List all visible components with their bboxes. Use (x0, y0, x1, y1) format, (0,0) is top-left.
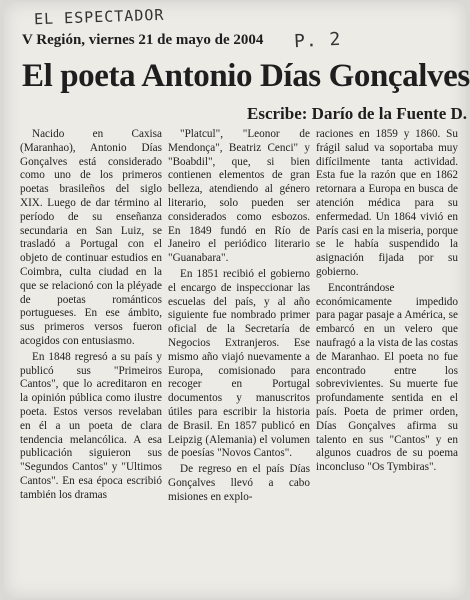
paragraph: De regreso en el país Días Gonçalves llevó a cabo misiones en explo- (168, 463, 310, 503)
paragraph: Nacido en Caxisa (Maranhao), Antonio Días Gonçalves está considerado como uno de los primeros poetas brasileños del siglo XIX. Luego de dar término al período de su enseñanza secundaria en San Luiz, se trasladó a Portugal con el objeto de continuar estudios en Coimbra, culta ciudad en la que se relacionó con la pléyade de poetas románticos portugueses. En ese ámbito, sus primeros versos fueron acogidos con entusiasmo. (20, 128, 162, 347)
dateline: V Región, viernes 21 de mayo de 2004 (22, 32, 264, 48)
paragraph: raciones en 1859 y 1860. Su frágil salud va soportaba muy difícilmente tanta actividad. Esta fue la razón que en 1862 retornara a Europa en busca de atención médica para su enfermedad. Un 1864 vivió en París casi en la miseria, porque se le había suspendido la asignación fijada por su gobierno. (316, 128, 458, 278)
paragraph: En 1851 recibió el gobierno el encargo de inspeccionar las escuelas del país, y al año siguiente fue nombrado primer oficial de la Secretaría de Negocios Extranjeros. Ese mismo año viajó nuevamente a Europa, comisionado para recoger en Portugal documentos y manuscritos útiles para escribir la historia de Brasil. En 1857 publicó en Leipzig (Alemania) el volumen de poesías "Novos Cantos". (168, 267, 310, 460)
article-column-2 (168, 128, 310, 592)
paragraph: Encontrándose económicamente impedido para pagar pasaje a América, se embarcó en un velero que naufragó a la vista de las costas de Maranhao. El poeta no fue encontrado entre los sobrevivientes. Su muerte fue profundamente sentida en el país. Poeta de primer orden, Días Gonçalves afirma su talento en sus "Cantos" y en algunos cuadros de su poema inconcluso "Os Tymbiras". (316, 281, 458, 474)
paragraph: En 1848 regresó a su país y publicó sus "Primeiros Cantos", que lo acreditaron en la opinión pública como ilustre poeta. Estos versos revelaban en él a un poeta de clara tendencia melancólica. A esa publicación siguieron sus "Segundos Cantos" y "Ultimos Cantos". En esa época escribió también los dramas (20, 350, 162, 501)
handwritten-source-note: EL ESPECTADOR (33, 5, 165, 29)
handwritten-page-note: P. 2 (293, 28, 342, 53)
article-byline: Escribe: Darío de la Fuente D. (247, 104, 468, 123)
article-headline: El poeta Antonio Días Gonçalves (22, 58, 470, 94)
article-column-1 (20, 128, 162, 592)
paragraph: "Platcul", "Leonor de Mendonça", Beatriz Cenci" y "Boabdil", que, si bien contienen elementos de gran belleza, atendiendo al género literario, solo pueden ser considerados como esbozos. En 1849 fundó en Río de Janeiro el periódico literario "Guanabara". (168, 128, 310, 265)
article-column-3 (316, 128, 458, 592)
